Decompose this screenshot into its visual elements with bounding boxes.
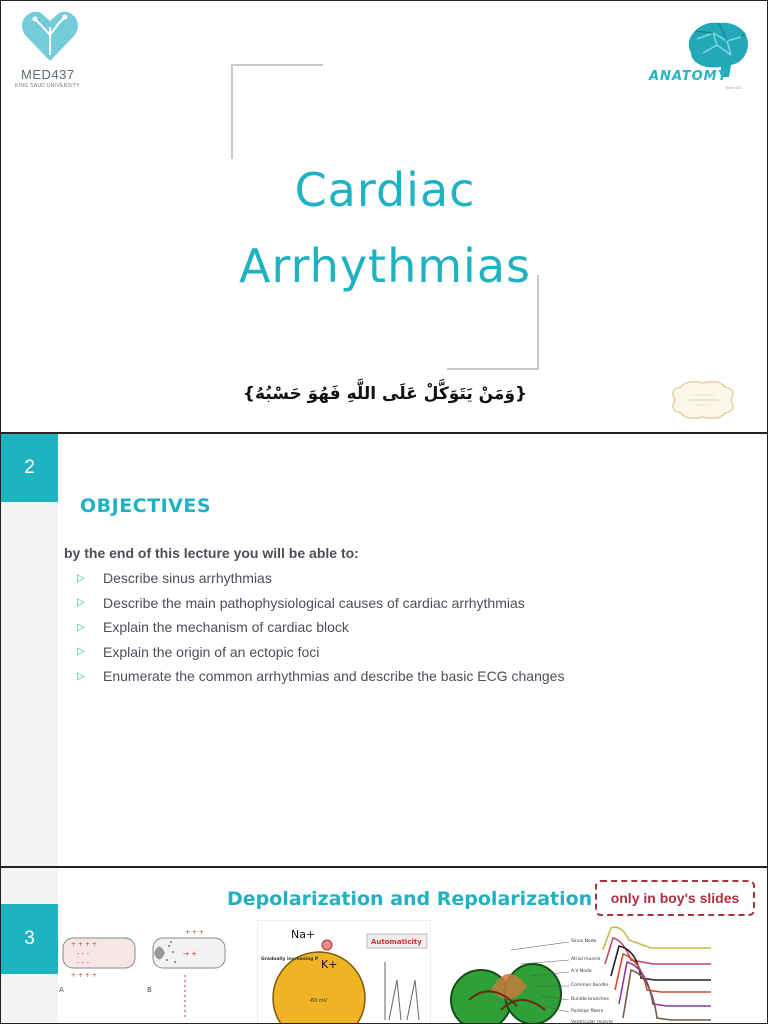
conduction-label: Sinus Node xyxy=(571,939,597,944)
conduction-label: Purkinje fibers xyxy=(571,1009,604,1014)
conduction-label: Atrial muscle xyxy=(571,957,601,962)
triangle-bullet-icon: ▷ xyxy=(77,597,85,609)
objective-text: Explain the mechanism of cardiac block xyxy=(103,619,349,636)
ornament-stamp-icon xyxy=(665,379,741,421)
conduction-label: Bundle branches xyxy=(571,997,609,1002)
objective-text: Enumerate the common arrhythmias and describe the basic ECG changes xyxy=(103,668,565,685)
label-b: B xyxy=(147,986,152,994)
svg-text:- - -: - - - xyxy=(77,959,90,967)
objective-text: Describe the main pathophysiological causes of cardiac arrhythmias xyxy=(103,594,525,611)
mv-label: -60 mV xyxy=(309,998,328,1004)
objectives-slide xyxy=(0,433,768,867)
slide-number: 3 xyxy=(1,904,58,974)
svg-text:+ + + +: + + + + xyxy=(71,941,97,948)
med437-logo xyxy=(15,5,87,89)
automaticity-figure xyxy=(257,920,431,1024)
title-line-2: Arrhythmias xyxy=(239,239,531,293)
side-label: Gradually increasing P xyxy=(261,957,319,962)
med437-name: MED437 xyxy=(21,67,75,82)
anatomy-name: ANATOMY xyxy=(649,69,729,84)
depolarization-heading: Depolarization and Repolarization xyxy=(227,888,593,910)
frame-corner-top-left xyxy=(231,64,323,159)
med437-sub: KING SAUD UNIVERSITY xyxy=(15,83,80,89)
list-item xyxy=(77,591,564,616)
conduction-label: A-V Node xyxy=(571,969,592,974)
na-label: Na+ xyxy=(291,928,316,941)
triangle-bullet-icon: ▷ xyxy=(77,621,85,633)
heart-tree-logo-icon xyxy=(19,5,81,65)
cell-depolarization-figure xyxy=(57,920,233,1024)
svg-text:- - -: - - - xyxy=(77,950,90,958)
objectives-heading: OBJECTIVES xyxy=(80,495,212,517)
objectives-intro: by the end of this lecture you will be able to: xyxy=(64,545,359,561)
objective-text: Explain the origin of an ectopic foci xyxy=(103,643,320,660)
list-item xyxy=(77,566,564,591)
triangle-bullet-icon: ▷ xyxy=(77,670,85,682)
anatomy-logo xyxy=(647,19,757,91)
list-item xyxy=(77,615,564,640)
heart-conduction-figure xyxy=(441,920,713,1024)
anatomy-sub: Team 437 xyxy=(725,85,743,90)
depolarization-slide xyxy=(0,867,768,1024)
slide-number: 2 xyxy=(1,434,58,502)
quran-verse: {وَمَنْ يَتَوَكَّلْ عَلَى اللَّهِ فَهُوَ حَسْبُهُ} xyxy=(242,384,528,404)
svg-text:→ +: → + xyxy=(183,950,197,958)
boys-slides-tag: only in boy's slides xyxy=(595,880,755,916)
triangle-bullet-icon: ▷ xyxy=(77,572,85,584)
objective-text: Describe sinus arrhythmias xyxy=(103,570,272,587)
svg-text:+ + + +: + + + + xyxy=(71,972,97,979)
k-label: K+ xyxy=(321,958,338,971)
conduction-label: Common bundle xyxy=(571,983,609,988)
automaticity-badge: Automaticity xyxy=(371,938,422,946)
objectives-list xyxy=(77,566,564,689)
conduction-label: Ventricular muscle xyxy=(571,1020,613,1024)
list-item xyxy=(77,640,564,665)
svg-text:+ + +: + + + xyxy=(185,929,204,936)
title-slide xyxy=(0,0,768,433)
triangle-bullet-icon: ▷ xyxy=(77,646,85,658)
title-line-1: Cardiac xyxy=(294,163,476,217)
list-item xyxy=(77,664,564,689)
label-a: A xyxy=(59,986,64,994)
